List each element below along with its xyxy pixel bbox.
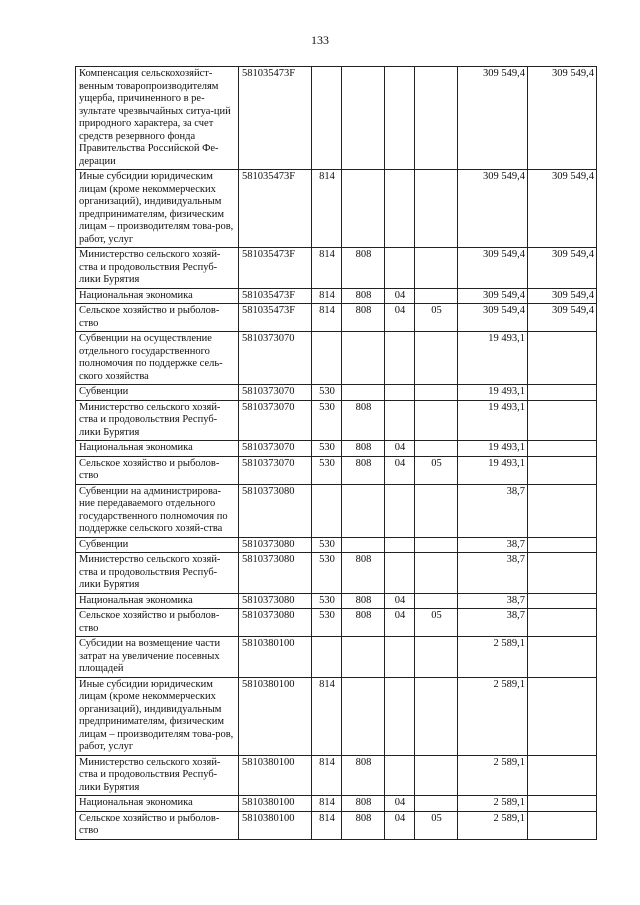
- row-amount-2-cell: 309 549,4: [528, 170, 597, 248]
- row-department-cell: 808: [342, 609, 385, 637]
- row-expense-type-cell: 530: [312, 609, 342, 637]
- row-subsection-cell: [415, 170, 458, 248]
- row-target-article-cell: 581035473F: [239, 248, 312, 289]
- row-amount-1-cell: 19 493,1: [458, 332, 528, 385]
- row-department-cell: 808: [342, 811, 385, 839]
- row-amount-1-cell: 309 549,4: [458, 248, 528, 289]
- table-row: [76, 304, 597, 332]
- row-department-cell: [342, 637, 385, 678]
- table-row: [76, 170, 597, 248]
- row-amount-1-cell: 19 493,1: [458, 400, 528, 441]
- row-subsection-cell: [415, 332, 458, 385]
- table-row: [76, 677, 597, 755]
- row-section-cell: [385, 385, 415, 401]
- row-section-cell: 04: [385, 288, 415, 304]
- row-amount-1-cell: 38,7: [458, 593, 528, 609]
- row-amount-2-cell: [528, 456, 597, 484]
- row-name-cell: Субвенции: [76, 537, 239, 553]
- row-amount-2-cell: [528, 484, 597, 537]
- row-subsection-cell: [415, 593, 458, 609]
- row-name-cell: Сельское хозяйство и рыболов-ство: [76, 456, 239, 484]
- row-amount-2-cell: [528, 609, 597, 637]
- row-expense-type-cell: [312, 332, 342, 385]
- row-name-cell: Иные субсидии юридическим лицам (кроме некоммерческих организаций), индивидуальным предпринимателям, физическим лицам – производителям това-ров, работ, услуг: [76, 170, 239, 248]
- row-amount-1-cell: 309 549,4: [458, 170, 528, 248]
- row-name-cell: Национальная экономика: [76, 796, 239, 812]
- row-name-cell: Компенсация сельскохозяйст-венным товаропроизводителям ущерба, причиненного в ре-зультате чрезвычайных ситуа-ций природного характера, за счет средств резервного фонда Правительства Российской Фе-дерации: [76, 67, 239, 170]
- row-subsection-cell: 05: [415, 811, 458, 839]
- row-subsection-cell: 05: [415, 456, 458, 484]
- row-department-cell: [342, 332, 385, 385]
- row-section-cell: 04: [385, 609, 415, 637]
- row-amount-2-cell: [528, 441, 597, 457]
- row-subsection-cell: [415, 637, 458, 678]
- row-department-cell: [342, 385, 385, 401]
- table-row: [76, 441, 597, 457]
- row-target-article-cell: 5810380100: [239, 637, 312, 678]
- row-amount-1-cell: 38,7: [458, 484, 528, 537]
- row-department-cell: 808: [342, 593, 385, 609]
- table-row: [76, 332, 597, 385]
- row-amount-1-cell: 19 493,1: [458, 385, 528, 401]
- row-name-cell: Национальная экономика: [76, 441, 239, 457]
- table-row: [76, 637, 597, 678]
- row-subsection-cell: [415, 288, 458, 304]
- row-amount-2-cell: 309 549,4: [528, 304, 597, 332]
- row-section-cell: 04: [385, 441, 415, 457]
- row-department-cell: 808: [342, 456, 385, 484]
- row-amount-1-cell: 38,7: [458, 537, 528, 553]
- row-expense-type-cell: [312, 67, 342, 170]
- row-subsection-cell: [415, 553, 458, 594]
- row-name-cell: Национальная экономика: [76, 593, 239, 609]
- row-name-cell: Субвенции на осуществление отдельного государственного полномочия по поддержке сель-ского хозяйства: [76, 332, 239, 385]
- row-expense-type-cell: 814: [312, 796, 342, 812]
- table-row: [76, 484, 597, 537]
- row-expense-type-cell: 530: [312, 593, 342, 609]
- row-name-cell: Субвенции на администрирова-ние передаваемого отдельного государственного полномочия по поддержке сельского хозяй-ства: [76, 484, 239, 537]
- row-expense-type-cell: 530: [312, 456, 342, 484]
- row-expense-type-cell: 814: [312, 288, 342, 304]
- row-name-cell: Министерство сельского хозяй-ства и продовольствия Респуб-лики Бурятия: [76, 248, 239, 289]
- row-expense-type-cell: 814: [312, 304, 342, 332]
- row-department-cell: 808: [342, 755, 385, 796]
- row-expense-type-cell: 814: [312, 248, 342, 289]
- row-amount-1-cell: 2 589,1: [458, 677, 528, 755]
- row-target-article-cell: 5810373080: [239, 593, 312, 609]
- row-amount-2-cell: [528, 637, 597, 678]
- row-target-article-cell: 5810380100: [239, 677, 312, 755]
- row-subsection-cell: 05: [415, 609, 458, 637]
- row-section-cell: [385, 332, 415, 385]
- row-subsection-cell: [415, 537, 458, 553]
- row-section-cell: 04: [385, 593, 415, 609]
- row-name-cell: Министерство сельского хозяй-ства и продовольствия Респуб-лики Бурятия: [76, 553, 239, 594]
- row-section-cell: 04: [385, 304, 415, 332]
- row-name-cell: Национальная экономика: [76, 288, 239, 304]
- row-section-cell: [385, 248, 415, 289]
- table-row: [76, 537, 597, 553]
- row-amount-2-cell: [528, 677, 597, 755]
- row-target-article-cell: 5810373080: [239, 484, 312, 537]
- row-subsection-cell: [415, 441, 458, 457]
- row-target-article-cell: 5810380100: [239, 811, 312, 839]
- table-row: [76, 811, 597, 839]
- row-expense-type-cell: 530: [312, 537, 342, 553]
- table-row: [76, 456, 597, 484]
- row-subsection-cell: [415, 400, 458, 441]
- row-department-cell: 808: [342, 288, 385, 304]
- row-name-cell: Субвенции: [76, 385, 239, 401]
- row-amount-2-cell: [528, 593, 597, 609]
- row-target-article-cell: 5810373080: [239, 537, 312, 553]
- row-expense-type-cell: 814: [312, 677, 342, 755]
- row-department-cell: 808: [342, 553, 385, 594]
- row-department-cell: 808: [342, 441, 385, 457]
- row-amount-2-cell: [528, 796, 597, 812]
- row-section-cell: [385, 537, 415, 553]
- row-expense-type-cell: 530: [312, 400, 342, 441]
- row-target-article-cell: 581035473F: [239, 170, 312, 248]
- row-department-cell: [342, 67, 385, 170]
- row-section-cell: [385, 637, 415, 678]
- table-row: [76, 385, 597, 401]
- row-target-article-cell: 581035473F: [239, 288, 312, 304]
- row-name-cell: Сельское хозяйство и рыболов-ство: [76, 811, 239, 839]
- row-department-cell: 808: [342, 796, 385, 812]
- row-target-article-cell: 5810373070: [239, 441, 312, 457]
- row-name-cell: Министерство сельского хозяй-ства и продовольствия Респуб-лики Бурятия: [76, 755, 239, 796]
- row-section-cell: [385, 553, 415, 594]
- row-name-cell: Сельское хозяйство и рыболов-ство: [76, 304, 239, 332]
- row-subsection-cell: [415, 677, 458, 755]
- row-amount-1-cell: 2 589,1: [458, 755, 528, 796]
- row-department-cell: [342, 677, 385, 755]
- row-department-cell: [342, 484, 385, 537]
- row-target-article-cell: 5810373070: [239, 456, 312, 484]
- row-target-article-cell: 5810373070: [239, 400, 312, 441]
- row-amount-2-cell: 309 549,4: [528, 67, 597, 170]
- table-row: [76, 593, 597, 609]
- row-subsection-cell: [415, 484, 458, 537]
- row-target-article-cell: 581035473F: [239, 67, 312, 170]
- row-amount-2-cell: [528, 385, 597, 401]
- row-expense-type-cell: 814: [312, 811, 342, 839]
- table-row: [76, 288, 597, 304]
- row-name-cell: Субсидии на возмещение части затрат на увеличение посевных площадей: [76, 637, 239, 678]
- row-amount-1-cell: 19 493,1: [458, 456, 528, 484]
- row-department-cell: 808: [342, 400, 385, 441]
- row-section-cell: [385, 755, 415, 796]
- table-row: [76, 248, 597, 289]
- row-subsection-cell: [415, 755, 458, 796]
- row-target-article-cell: 5810373080: [239, 609, 312, 637]
- row-target-article-cell: 5810380100: [239, 796, 312, 812]
- row-expense-type-cell: 530: [312, 385, 342, 401]
- row-target-article-cell: 5810373080: [239, 553, 312, 594]
- row-section-cell: [385, 400, 415, 441]
- row-subsection-cell: [415, 796, 458, 812]
- row-amount-1-cell: 38,7: [458, 553, 528, 594]
- row-expense-type-cell: 530: [312, 553, 342, 594]
- table-row: [76, 67, 597, 170]
- row-subsection-cell: 05: [415, 304, 458, 332]
- row-amount-2-cell: [528, 332, 597, 385]
- row-target-article-cell: 5810380100: [239, 755, 312, 796]
- row-subsection-cell: [415, 67, 458, 170]
- row-expense-type-cell: [312, 637, 342, 678]
- row-section-cell: [385, 170, 415, 248]
- row-amount-2-cell: 309 549,4: [528, 288, 597, 304]
- row-department-cell: 808: [342, 248, 385, 289]
- table-row: [76, 796, 597, 812]
- row-amount-2-cell: [528, 400, 597, 441]
- row-amount-1-cell: 38,7: [458, 609, 528, 637]
- row-amount-2-cell: [528, 755, 597, 796]
- row-amount-1-cell: 309 549,4: [458, 288, 528, 304]
- row-amount-1-cell: 2 589,1: [458, 796, 528, 812]
- row-target-article-cell: 5810373070: [239, 385, 312, 401]
- row-department-cell: 808: [342, 304, 385, 332]
- row-department-cell: [342, 537, 385, 553]
- row-section-cell: 04: [385, 811, 415, 839]
- table-row: [76, 553, 597, 594]
- row-section-cell: [385, 67, 415, 170]
- row-amount-2-cell: [528, 811, 597, 839]
- row-expense-type-cell: [312, 484, 342, 537]
- row-amount-2-cell: [528, 537, 597, 553]
- row-name-cell: Сельское хозяйство и рыболов-ство: [76, 609, 239, 637]
- budget-table: [75, 66, 597, 840]
- row-section-cell: 04: [385, 456, 415, 484]
- page-number: 133: [311, 33, 329, 47]
- table-row: [76, 609, 597, 637]
- row-amount-1-cell: 309 549,4: [458, 67, 528, 170]
- row-target-article-cell: 581035473F: [239, 304, 312, 332]
- row-section-cell: [385, 484, 415, 537]
- row-expense-type-cell: 814: [312, 170, 342, 248]
- row-amount-2-cell: [528, 553, 597, 594]
- row-department-cell: [342, 170, 385, 248]
- row-target-article-cell: 5810373070: [239, 332, 312, 385]
- row-section-cell: 04: [385, 796, 415, 812]
- row-name-cell: Министерство сельского хозяй-ства и продовольствия Респуб-лики Бурятия: [76, 400, 239, 441]
- row-subsection-cell: [415, 385, 458, 401]
- row-expense-type-cell: 530: [312, 441, 342, 457]
- row-subsection-cell: [415, 248, 458, 289]
- row-expense-type-cell: 814: [312, 755, 342, 796]
- row-amount-1-cell: 2 589,1: [458, 811, 528, 839]
- row-name-cell: Иные субсидии юридическим лицам (кроме некоммерческих организаций), индивидуальным предпринимателям, физическим лицам – производителям това-ров, работ, услуг: [76, 677, 239, 755]
- row-amount-2-cell: 309 549,4: [528, 248, 597, 289]
- row-amount-1-cell: 2 589,1: [458, 637, 528, 678]
- row-amount-1-cell: 309 549,4: [458, 304, 528, 332]
- row-section-cell: [385, 677, 415, 755]
- table-row: [76, 755, 597, 796]
- row-amount-1-cell: 19 493,1: [458, 441, 528, 457]
- table-row: [76, 400, 597, 441]
